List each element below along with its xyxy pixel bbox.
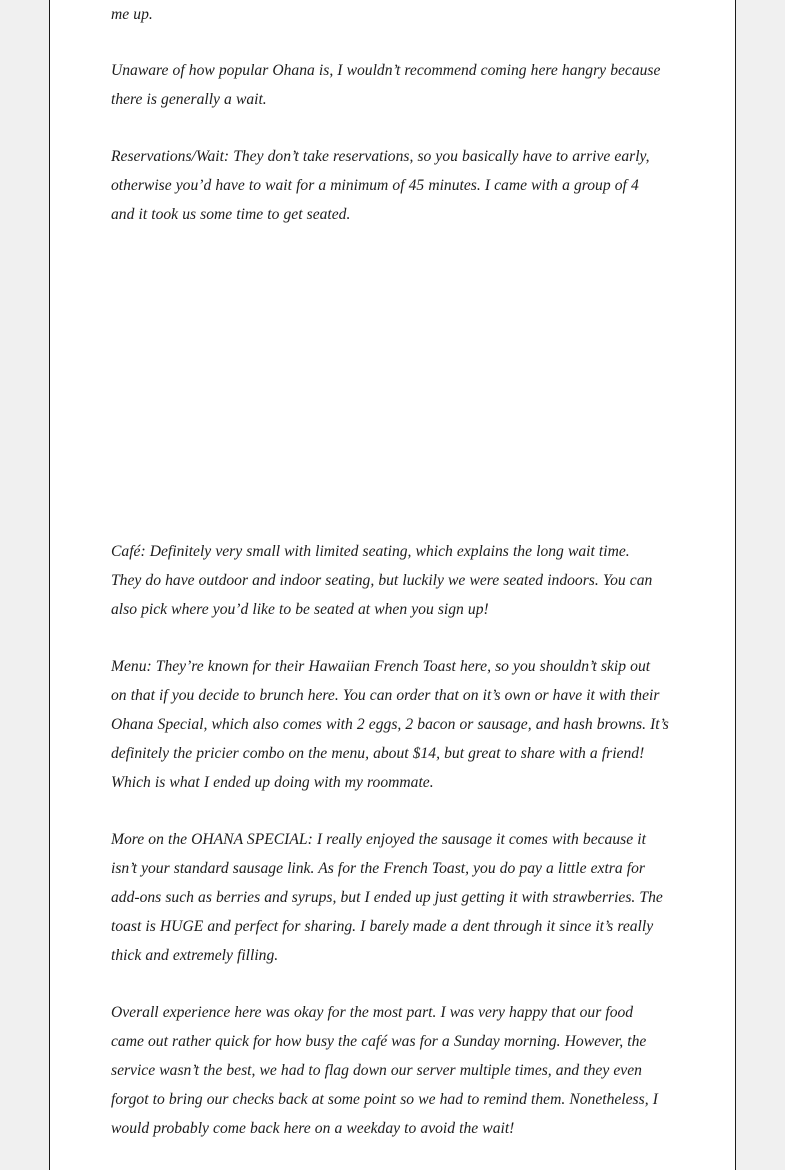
text-line: add-ons such as berries and syrups, but I ended up just getting it with strawberries. The <box>111 889 663 906</box>
text-line: there is generally a wait. <box>111 91 267 108</box>
text-line: Which is what I ended up doing with my roommate. <box>111 774 434 791</box>
text-line: would probably come back here on a weekday to avoid the wait! <box>111 1120 515 1137</box>
paragraph-intro-end <box>111 0 675 29</box>
paragraph-cafe <box>111 537 675 624</box>
paragraph-popularity <box>111 56 675 114</box>
text-line: service wasn’t the best, we had to flag down our server multiple times, and they even <box>111 1062 642 1079</box>
text-line: came out rather quick for how busy the café was for a Sunday morning. However, the <box>111 1033 647 1050</box>
paragraph-menu <box>111 652 675 797</box>
text-line: me up. <box>111 6 153 23</box>
paragraph-overall <box>111 998 675 1143</box>
text-line: Unaware of how popular Ohana is, I wouldn’t recommend coming here hangry because <box>111 62 661 79</box>
text-line: definitely the pricier combo on the menu, about $14, but great to share with a friend! <box>111 745 645 762</box>
document-page <box>49 0 736 1170</box>
text-line: on that if you decide to brunch here. You can order that on it’s own or have it with their <box>111 687 660 704</box>
text-line: thick and extremely filling. <box>111 947 279 964</box>
text-line: Menu: They’re known for their Hawaiian French Toast here, so you shouldn’t skip out <box>111 658 651 675</box>
text-line: More on the OHANA SPECIAL: I really enjoyed the sausage it comes with because it <box>111 831 646 848</box>
text-line: toast is HUGE and perfect for sharing. I barely made a dent through it since it’s really <box>111 918 654 935</box>
paragraph-ohana-special <box>111 825 675 970</box>
text-line: Café: Definitely very small with limited seating, which explains the long wait time. <box>111 543 630 560</box>
text-line: Overall experience here was okay for the most part. I was very happy that our food <box>111 1004 634 1021</box>
text-line: forgot to bring our checks back at some point so we had to remind them. Nonetheless, I <box>111 1091 658 1108</box>
text-line: Reservations/Wait: They don’t take reservations, so you basically have to arrive early, <box>111 148 650 165</box>
text-line: otherwise you’d have to wait for a minimum of 45 minutes. I came with a group of 4 <box>111 177 639 194</box>
paragraph-reservations <box>111 142 675 229</box>
text-line: isn’t your standard sausage link. As for the French Toast, you do pay a little extra for <box>111 860 645 877</box>
text-line: Ohana Special, which also comes with 2 eggs, 2 bacon or sausage, and hash browns. It’s <box>111 716 669 733</box>
text-line: and it took us some time to get seated. <box>111 206 351 223</box>
text-line: They do have outdoor and indoor seating, but luckily we were seated indoors. You can <box>111 572 653 589</box>
text-line: also pick where you’d like to be seated at when you sign up! <box>111 601 489 618</box>
